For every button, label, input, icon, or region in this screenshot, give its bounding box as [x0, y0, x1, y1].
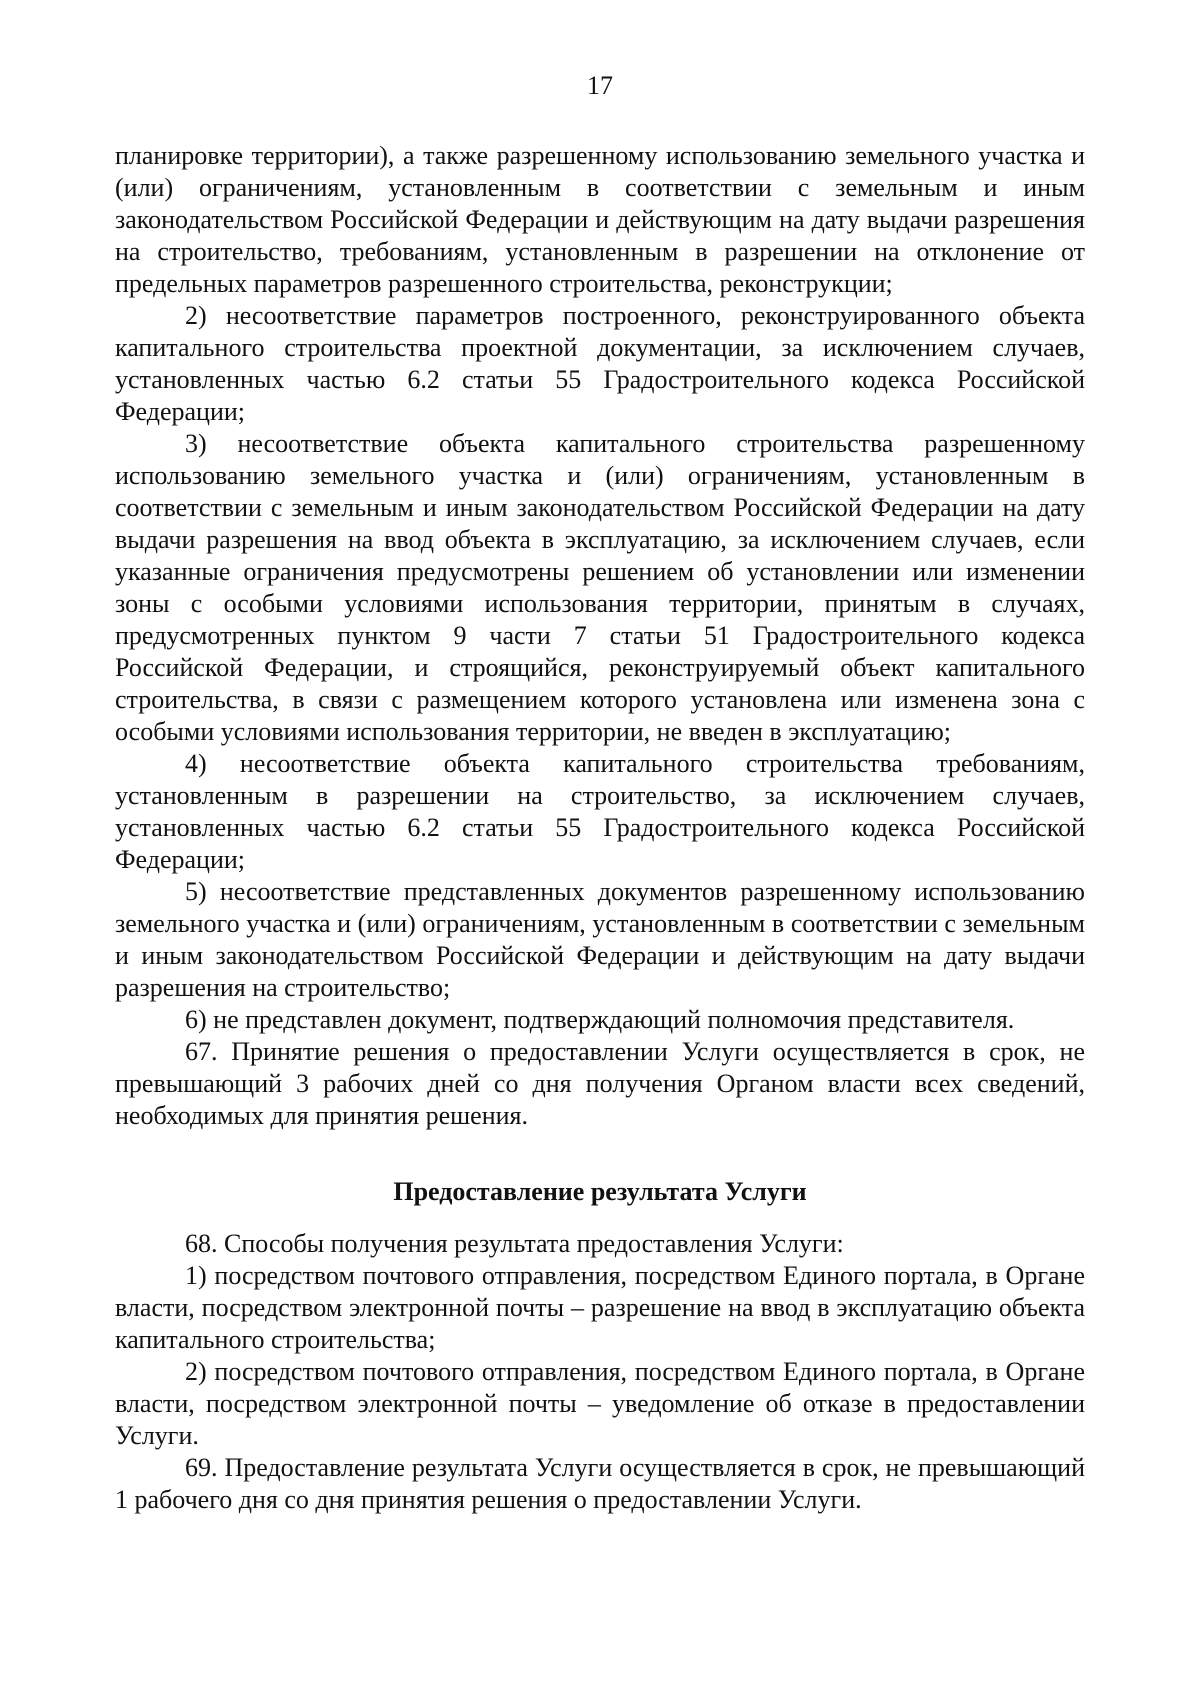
paragraph-item-4: 4) несоответствие объекта капитального строительства требованиям, установленным в разрешении на строительство, за исключением случаев, установленных частью 6.2 статьи 55 Градостроительного кодекса Российской Федерации; — [115, 749, 1085, 874]
paragraph-continuation: планировке территории), а также разрешенному использованию земельного участка и (или) ограничениям, установленным в соответствии с земельным и иным законодательством Российской Федерации и действующим на дату выдачи разрешения на строительство, требованиям, установленным в разрешении на отклонение от предельных параметров разрешенного строительства, реконструкции; — [115, 141, 1085, 298]
paragraph-68-item-1: 1) посредством почтового отправления, посредством Единого портала, в Органе власти, посредством электронной почты – разрешение на ввод в эксплуатацию объекта капитального строительства; — [115, 1261, 1085, 1354]
paragraph-item-2: 2) несоответствие параметров построенного, реконструированного объекта капитального строительства проектной документации, за исключением случаев, установленных частью 6.2 статьи 55 Градостроительного кодекса Российской Федерации; — [115, 301, 1085, 426]
paragraph-item-6: 6) не представлен документ, подтверждающий полномочия представителя. — [185, 1005, 1015, 1034]
page-number: 17 — [587, 71, 613, 100]
paragraph-68: 68. Способы получения результата предоставления Услуги: — [185, 1229, 844, 1258]
paragraph-item-3: 3) несоответствие объекта капитального строительства разрешенному использованию земельного участка и (или) ограничениям, установленным в соответствии с земельным и иным законодательством Российской Федерации на дату выдачи разрешения на ввод объекта в эксплуатацию, за исключением случаев, если указанные ограничения предусмотрены решением об установлении или изменении зоны с особыми условиями использования территории, принятым в случаях, предусмотренных пунктом 9 части 7 статьи 51 Градостроительного кодекса Российской Федерации, и строящийся, реконструируемый объект капитального строительства, в связи с размещением которого установлена или изменена зона с особыми условиями использования территории, не введен в эксплуатацию; — [115, 429, 1085, 746]
paragraph-item-5: 5) несоответствие представленных документов разрешенному использованию земельного участка и (или) ограничениям, установленным в соответствии с земельным и иным законодательством Российской Федерации и действующим на дату выдачи разрешения на строительство; — [115, 877, 1085, 1002]
text-before-heading — [115, 140, 1085, 1132]
paragraph-67: 67. Принятие решения о предоставлении Услуги осуществляется в срок, не превышающий 3 рабочих дней со дня получения Органом власти всех сведений, необходимых для принятия решения. — [115, 1037, 1085, 1130]
section-heading: Предоставление результата Услуги — [393, 1177, 807, 1206]
text-after-heading — [115, 1228, 1085, 1516]
paragraph-68-item-2: 2) посредством почтового отправления, посредством Единого портала, в Органе власти, посредством электронной почты – уведомление об отказе в предоставлении Услуги. — [115, 1357, 1085, 1450]
paragraph-69: 69. Предоставление результата Услуги осуществляется в срок, не превышающий 1 рабочего дня со дня принятия решения о предоставлении Услуги. — [115, 1453, 1085, 1514]
